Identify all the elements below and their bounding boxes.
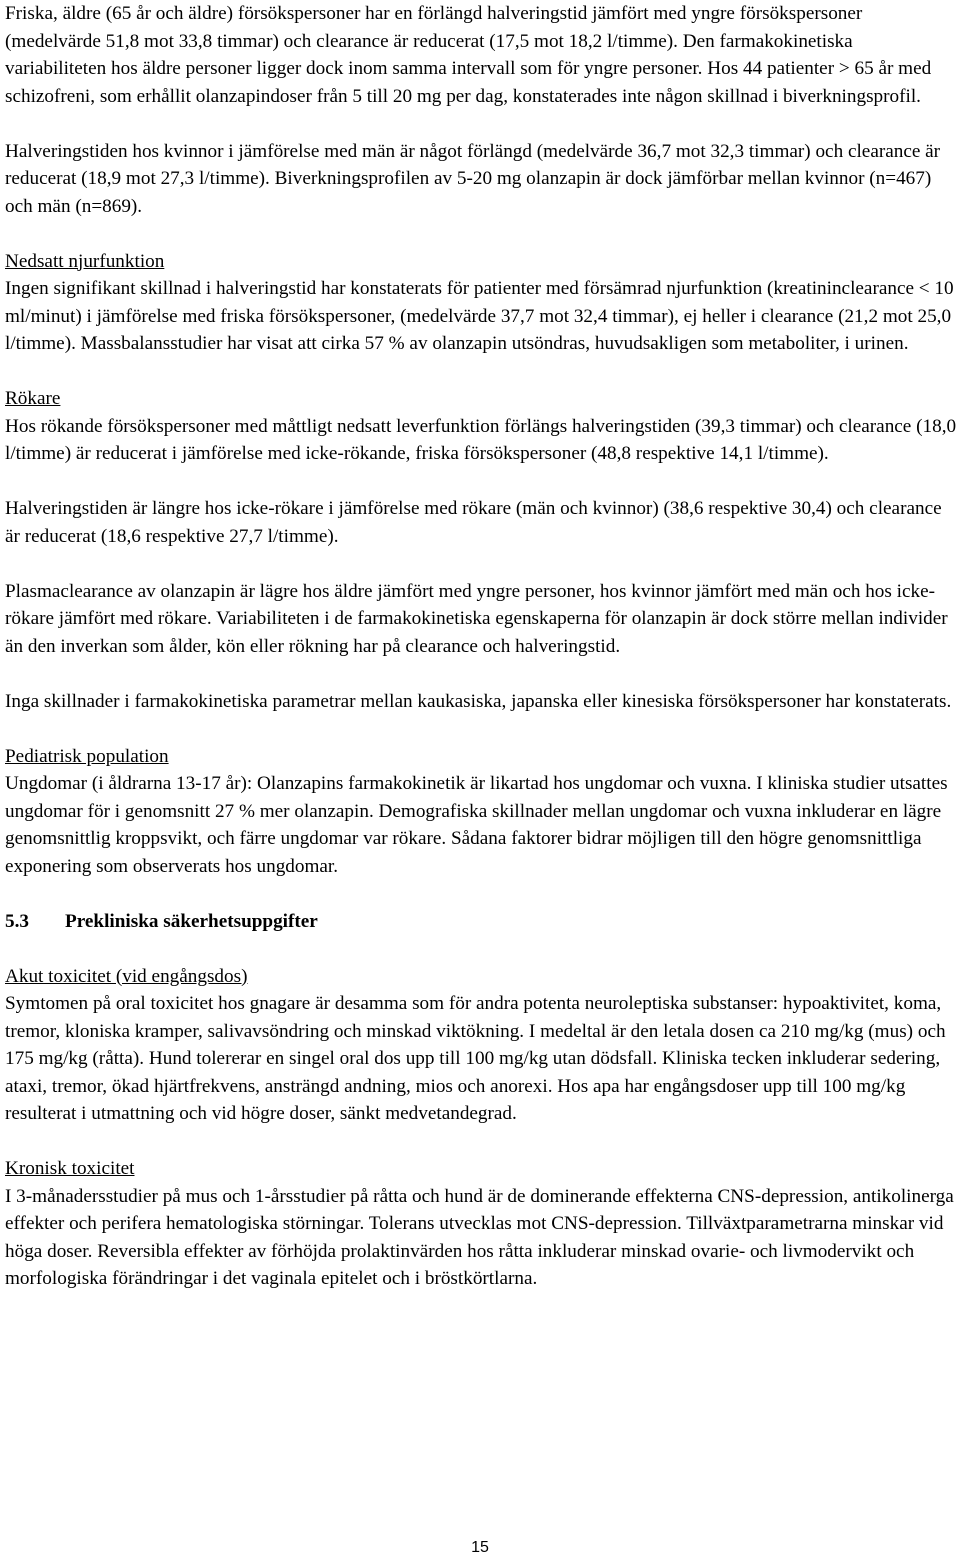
subheading-pediatric: Pediatrisk population	[5, 745, 169, 767]
paragraph-smokers: Hos rökande försökspersoner med måttligt nedsatt leverfunktion förlängs halveringstiden (39,3 timmar) och clearance (18,0 l/timme) är reducerat i jämförelse med icke-rökande, friska försökspersoner (48,8 respektive 14,1 l/timme).	[5, 415, 957, 464]
paragraph-elderly: Friska, äldre (65 år och äldre) försökspersoner har en förlängd halveringstid jämfört med yngre försökspersoner (medelvärde 51,8 mot 33,8 timmar) och clearance är reducerat (17,5 mot 18,2 l/timme). Den farmakokinetiska variabiliteten hos äldre personer ligger dock inom samma intervall som för yngre personer. Hos 44 patienter > 65 år med schizofreni, som erhållit olanzapindoser från 5 till 20 mg per dag, konstaterades inte någon skillnad i biverkningsprofil.	[5, 3, 932, 107]
section-heading	[5, 908, 957, 936]
acute-toxicity-block	[5, 963, 957, 1128]
pediatric-block	[5, 743, 957, 881]
paragraph-chronic-toxicity: I 3-månadersstudier på mus och 1-årsstudier på råtta och hund är de dominerande effekterna CNS-depression, antikolinerga effekter och perifera hematologiska störningar. Tolerans utvecklas mot CNS-depression. Tillväxtparametrarna minskar vid höga doser. Reversibla effekter av förhöjda prolaktinvärden hos råtta inkluderar minskad ovarie- och livmodervikt och morfologiska förändringar i det vaginala epitelet och i bröstkörtlarna.	[5, 1185, 954, 1289]
paragraph-renal: Ingen signifikant skillnad i halveringstid har konstaterats för patienter med försämrad njurfunktion (kreatininclearance < 10 ml/minut) i jämförelse med friska försökspersoner, (medelvärde 37,7 mot 32,4 timmar), ej heller i clearance (21,2 mot 25,0 l/timme). Massbalansstudier har visat att cirka 57 % av olanzapin utsöndras, huvudsakligen som metaboliter, i urinen.	[5, 278, 954, 354]
section-title: Prekliniska säkerhetsuppgifter	[65, 910, 318, 932]
chronic-toxicity-block	[5, 1155, 957, 1293]
section-number: 5.3	[5, 910, 29, 932]
paragraph-ethnicity: Inga skillnader i farmakokinetiska parametrar mellan kaukasiska, japanska eller kinesiska försökspersoner har konstaterats.	[5, 690, 952, 712]
paragraph-pediatric: Ungdomar (i åldrarna 13-17 år): Olanzapins farmakokinetik är likartad hos ungdomar och vuxna. I kliniska studier utsattes ungdomar för i genomsnitt 27 % mer olanzapin. Demografiska skillnader mellan ungdomar och vuxna inkluderar en lägre genomsnittlig kroppsvikt, och färre ungdomar var rökare. Sådana faktorer bidrar möjligen till den högre genomsnittliga exponering som observerats hos ungdomar.	[5, 773, 948, 877]
page-number: 15	[471, 1539, 489, 1556]
subheading-chronic-toxicity: Kronisk toxicitet	[5, 1158, 135, 1179]
paragraph-acute-toxicity: Symtomen på oral toxicitet hos gnagare är desamma som för andra potenta neuroleptiska substanser: hypoaktivitet, koma, tremor, kloniska kramper, salivavsöndring och minskad viktökning. I medeltal är den letala dosen ca 210 mg/kg (mus) och 175 mg/kg (råtta). Hund tolererar en singel oral dos upp till 100 mg/kg utan dödsfall. Kliniska tecken inkluderar sedering, ataxi, tremor, ökad hjärtfrekvens, ansträngd andning, mios och anorexi. Hos apa har engångsdoser upp till 100 mg/kg resulterat i utmattning och vid högre doser, sänkt medvetandegrad.	[5, 993, 946, 1124]
paragraph-plasma-clearance: Plasmaclearance av olanzapin är lägre hos äldre jämfört med yngre personer, hos kvinnor jämfört med män och hos icke-rökare jämfört med rökare. Variabiliteten i de farmakokinetiska egenskaperna för olanzapin är dock större mellan individer än den inverkan som ålder, kön eller rökning har på clearance och halveringstid.	[5, 580, 948, 657]
smokers-block	[5, 385, 957, 468]
document-page	[5, 0, 957, 1293]
paragraph-nonsmokers: Halveringstiden är längre hos icke-rökare i jämförelse med rökare (män och kvinnor) (38,6 respektive 30,4) och clearance är reducerat (18,6 respektive 27,7 l/timme).	[5, 498, 942, 547]
subheading-renal: Nedsatt njurfunktion	[5, 250, 165, 272]
paragraph-gender: Halveringstiden hos kvinnor i jämförelse med män är något förlängd (medelvärde 36,7 mot 32,3 timmar) och clearance är reducerat (18,9 mot 27,3 l/timme). Biverkningsprofilen av 5-20 mg olanzapin är dock jämförbar mellan kvinnor (n=467) och män (n=869).	[5, 140, 941, 217]
renal-block	[5, 248, 957, 358]
subheading-smokers: Rökare	[5, 388, 61, 409]
subheading-acute-toxicity: Akut toxicitet (vid engångsdos)	[5, 965, 248, 987]
